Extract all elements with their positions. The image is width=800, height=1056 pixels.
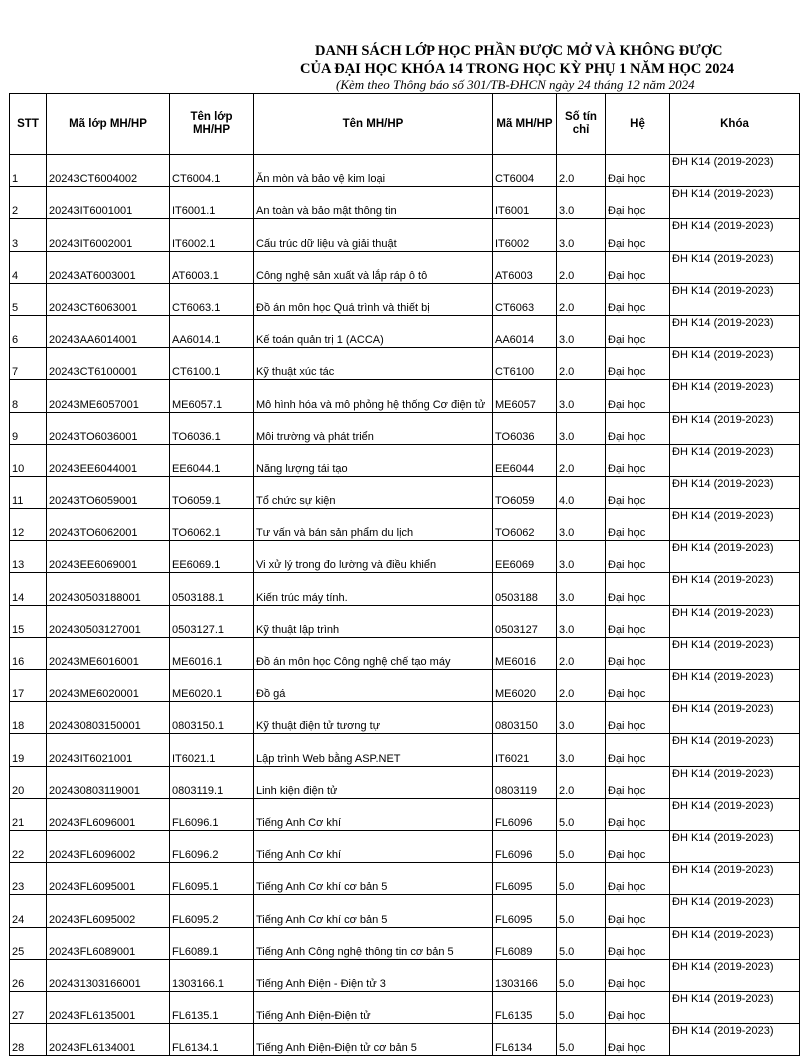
cell-ma-lop: 20243FL6095001	[47, 863, 170, 895]
cell-he: Đại học	[606, 573, 670, 605]
cell-ten-mh: Cấu trúc dữ liệu và giải thuật	[254, 219, 493, 251]
cell-ma-mh: AT6003	[493, 251, 557, 283]
cell-khoa: ĐH K14 (2019-2023)	[670, 380, 800, 412]
cell-khoa: ĐH K14 (2019-2023)	[670, 187, 800, 219]
cell-so-tin-chi: 5.0	[557, 991, 606, 1023]
cell-stt: 8	[10, 380, 47, 412]
cell-stt: 3	[10, 219, 47, 251]
cell-so-tin-chi: 5.0	[557, 830, 606, 862]
cell-ten-mh: Vi xử lý trong đo lường và điều khiển	[254, 541, 493, 573]
cell-khoa: ĐH K14 (2019-2023)	[670, 637, 800, 669]
cell-so-tin-chi: 2.0	[557, 348, 606, 380]
cell-stt: 4	[10, 251, 47, 283]
cell-stt: 24	[10, 895, 47, 927]
table-row	[10, 541, 800, 573]
cell-ten-lop: CT6063.1	[170, 283, 254, 315]
cell-khoa: ĐH K14 (2019-2023)	[670, 155, 800, 187]
table-row	[10, 283, 800, 315]
cell-so-tin-chi: 4.0	[557, 476, 606, 508]
cell-ma-mh: 0803119	[493, 766, 557, 798]
table-row	[10, 734, 800, 766]
cell-he: Đại học	[606, 605, 670, 637]
cell-ten-mh: Năng lượng tái tạo	[254, 444, 493, 476]
cell-ten-mh: Kiến trúc máy tính.	[254, 573, 493, 605]
cell-ten-lop: ME6057.1	[170, 380, 254, 412]
cell-khoa: ĐH K14 (2019-2023)	[670, 315, 800, 347]
cell-he: Đại học	[606, 702, 670, 734]
cell-stt: 13	[10, 541, 47, 573]
title-line-1: DANH SÁCH LỚP HỌC PHẦN ĐƯỢC MỞ VÀ KHÔNG ĐƯỢC	[315, 43, 723, 59]
document-subtitle: (Kèm theo Thông báo số 301/TB-ĐHCN ngày 24 tháng 12 năm 2024	[336, 77, 695, 92]
cell-he: Đại học	[606, 927, 670, 959]
cell-khoa: ĐH K14 (2019-2023)	[670, 766, 800, 798]
table-row	[10, 1024, 800, 1056]
cell-ten-lop: IT6021.1	[170, 734, 254, 766]
table-row	[10, 670, 800, 702]
cell-ma-lop: 202430803119001	[47, 766, 170, 798]
cell-he: Đại học	[606, 1024, 670, 1056]
cell-so-tin-chi: 3.0	[557, 541, 606, 573]
cell-so-tin-chi: 3.0	[557, 573, 606, 605]
cell-ma-lop: 202431303166001	[47, 959, 170, 991]
cell-ten-mh: Lập trình Web bằng ASP.NET	[254, 734, 493, 766]
table-row	[10, 959, 800, 991]
cell-ma-mh: IT6001	[493, 187, 557, 219]
cell-he: Đại học	[606, 412, 670, 444]
cell-ma-lop: 20243ME6016001	[47, 637, 170, 669]
cell-he: Đại học	[606, 315, 670, 347]
cell-so-tin-chi: 2.0	[557, 444, 606, 476]
cell-he: Đại học	[606, 670, 670, 702]
cell-stt: 7	[10, 348, 47, 380]
cell-stt: 17	[10, 670, 47, 702]
cell-stt: 21	[10, 798, 47, 830]
cell-khoa: ĐH K14 (2019-2023)	[670, 927, 800, 959]
cell-ten-mh: Đồ gá	[254, 670, 493, 702]
cell-so-tin-chi: 3.0	[557, 219, 606, 251]
table-row	[10, 702, 800, 734]
cell-ten-mh: Kỹ thuật điện tử tương tự	[254, 702, 493, 734]
cell-ma-lop: 20243ME6057001	[47, 380, 170, 412]
cell-ten-mh: Tiếng Anh Điện-Điện tử cơ bản 5	[254, 1024, 493, 1056]
table-row	[10, 637, 800, 669]
col-header-ma-lop: Mã lớp MH/HP	[47, 94, 170, 155]
cell-so-tin-chi: 5.0	[557, 959, 606, 991]
cell-khoa: ĐH K14 (2019-2023)	[670, 348, 800, 380]
table-row	[10, 348, 800, 380]
cell-ten-lop: AA6014.1	[170, 315, 254, 347]
cell-ma-mh: FL6089	[493, 927, 557, 959]
cell-khoa: ĐH K14 (2019-2023)	[670, 541, 800, 573]
cell-ten-mh: Tiếng Anh Điện-Điện tử	[254, 991, 493, 1023]
cell-so-tin-chi: 2.0	[557, 637, 606, 669]
cell-stt: 15	[10, 605, 47, 637]
cell-khoa: ĐH K14 (2019-2023)	[670, 959, 800, 991]
col-header-stt: STT	[10, 94, 47, 155]
cell-stt: 12	[10, 509, 47, 541]
cell-stt: 23	[10, 863, 47, 895]
cell-so-tin-chi: 5.0	[557, 1024, 606, 1056]
cell-he: Đại học	[606, 476, 670, 508]
cell-ten-mh: Tiếng Anh Cơ khí	[254, 798, 493, 830]
cell-ten-lop: 0503127.1	[170, 605, 254, 637]
cell-ma-mh: FL6096	[493, 830, 557, 862]
cell-ten-lop: 0803119.1	[170, 766, 254, 798]
cell-ten-mh: Kỹ thuật lập trình	[254, 605, 493, 637]
table-row	[10, 895, 800, 927]
document-title	[300, 42, 734, 78]
cell-so-tin-chi: 2.0	[557, 283, 606, 315]
cell-ma-lop: 20243FL6096001	[47, 798, 170, 830]
cell-khoa: ĐH K14 (2019-2023)	[670, 219, 800, 251]
cell-ten-mh: An toàn và bảo mật thông tin	[254, 187, 493, 219]
cell-he: Đại học	[606, 734, 670, 766]
cell-ten-mh: Môi trường và phát triển	[254, 412, 493, 444]
cell-khoa: ĐH K14 (2019-2023)	[670, 509, 800, 541]
cell-ma-mh: 0503127	[493, 605, 557, 637]
cell-ma-mh: IT6002	[493, 219, 557, 251]
cell-khoa: ĐH K14 (2019-2023)	[670, 605, 800, 637]
cell-stt: 11	[10, 476, 47, 508]
cell-khoa: ĐH K14 (2019-2023)	[670, 670, 800, 702]
col-header-so-tin-chi: Số tín chỉ	[557, 94, 606, 155]
cell-ma-lop: 20243AA6014001	[47, 315, 170, 347]
cell-stt: 10	[10, 444, 47, 476]
cell-stt: 14	[10, 573, 47, 605]
cell-ten-lop: IT6002.1	[170, 219, 254, 251]
cell-ma-lop: 20243CT6063001	[47, 283, 170, 315]
cell-so-tin-chi: 2.0	[557, 670, 606, 702]
table-row	[10, 476, 800, 508]
cell-so-tin-chi: 2.0	[557, 766, 606, 798]
cell-ten-lop: EE6044.1	[170, 444, 254, 476]
cell-ma-mh: FL6134	[493, 1024, 557, 1056]
cell-ten-lop: FL6095.1	[170, 863, 254, 895]
cell-he: Đại học	[606, 830, 670, 862]
cell-stt: 26	[10, 959, 47, 991]
cell-ten-mh: Kế toán quản trị 1 (ACCA)	[254, 315, 493, 347]
table-row	[10, 798, 800, 830]
cell-ma-lop: 202430503188001	[47, 573, 170, 605]
cell-ten-lop: CT6004.1	[170, 155, 254, 187]
col-header-khoa: Khóa	[670, 94, 800, 155]
table-row	[10, 927, 800, 959]
cell-ma-mh: FL6095	[493, 863, 557, 895]
table-row	[10, 766, 800, 798]
table-row	[10, 219, 800, 251]
cell-ten-lop: ME6020.1	[170, 670, 254, 702]
cell-ten-lop: TO6059.1	[170, 476, 254, 508]
col-header-ma-mh: Mã MH/HP	[493, 94, 557, 155]
cell-khoa: ĐH K14 (2019-2023)	[670, 991, 800, 1023]
table-row	[10, 863, 800, 895]
cell-so-tin-chi: 3.0	[557, 702, 606, 734]
cell-ma-mh: ME6016	[493, 637, 557, 669]
cell-ten-lop: FL6089.1	[170, 927, 254, 959]
cell-ten-lop: 0803150.1	[170, 702, 254, 734]
cell-ma-mh: CT6004	[493, 155, 557, 187]
cell-ma-mh: 1303166	[493, 959, 557, 991]
cell-khoa: ĐH K14 (2019-2023)	[670, 830, 800, 862]
cell-so-tin-chi: 5.0	[557, 798, 606, 830]
cell-ma-lop: 20243IT6001001	[47, 187, 170, 219]
cell-so-tin-chi: 5.0	[557, 927, 606, 959]
title-line-2: CỦA ĐẠI HỌC KHÓA 14 TRONG HỌC KỲ PHỤ 1 NĂM HỌC 2024	[300, 61, 734, 77]
cell-ma-mh: CT6063	[493, 283, 557, 315]
cell-ten-lop: AT6003.1	[170, 251, 254, 283]
cell-ma-lop: 20243FL6089001	[47, 927, 170, 959]
cell-so-tin-chi: 3.0	[557, 187, 606, 219]
table-row	[10, 251, 800, 283]
cell-ma-lop: 20243CT6100001	[47, 348, 170, 380]
cell-stt: 5	[10, 283, 47, 315]
cell-ten-mh: Linh kiện điện tử	[254, 766, 493, 798]
cell-stt: 16	[10, 637, 47, 669]
table-body	[10, 155, 800, 1056]
cell-khoa: ĐH K14 (2019-2023)	[670, 1024, 800, 1056]
cell-ten-lop: FL6135.1	[170, 991, 254, 1023]
cell-ten-lop: IT6001.1	[170, 187, 254, 219]
cell-he: Đại học	[606, 798, 670, 830]
cell-ten-lop: EE6069.1	[170, 541, 254, 573]
cell-so-tin-chi: 2.0	[557, 155, 606, 187]
cell-ten-mh: Tiếng Anh Điện - Điện tử 3	[254, 959, 493, 991]
cell-ma-mh: ME6020	[493, 670, 557, 702]
cell-ma-lop: 20243EE6069001	[47, 541, 170, 573]
cell-ma-lop: 20243CT6004002	[47, 155, 170, 187]
cell-he: Đại học	[606, 155, 670, 187]
table-row	[10, 605, 800, 637]
cell-he: Đại học	[606, 637, 670, 669]
cell-khoa: ĐH K14 (2019-2023)	[670, 863, 800, 895]
cell-he: Đại học	[606, 187, 670, 219]
cell-so-tin-chi: 3.0	[557, 605, 606, 637]
cell-ma-lop: 20243FL6095002	[47, 895, 170, 927]
cell-so-tin-chi: 2.0	[557, 251, 606, 283]
cell-ma-lop: 20243EE6044001	[47, 444, 170, 476]
cell-ma-lop: 20243FL6135001	[47, 991, 170, 1023]
cell-ten-lop: CT6100.1	[170, 348, 254, 380]
cell-he: Đại học	[606, 219, 670, 251]
cell-so-tin-chi: 3.0	[557, 734, 606, 766]
cell-he: Đại học	[606, 541, 670, 573]
cell-he: Đại học	[606, 766, 670, 798]
cell-stt: 18	[10, 702, 47, 734]
cell-ten-mh: Tiếng Anh Cơ khí cơ bản 5	[254, 863, 493, 895]
table-row	[10, 187, 800, 219]
cell-ten-mh: Tổ chức sự kiện	[254, 476, 493, 508]
cell-ma-mh: 0803150	[493, 702, 557, 734]
cell-ten-lop: 1303166.1	[170, 959, 254, 991]
cell-ten-lop: FL6095.2	[170, 895, 254, 927]
cell-ten-mh: Tiếng Anh Công nghệ thông tin cơ bản 5	[254, 927, 493, 959]
cell-so-tin-chi: 3.0	[557, 380, 606, 412]
cell-ma-lop: 202430803150001	[47, 702, 170, 734]
cell-stt: 28	[10, 1024, 47, 1056]
cell-ten-mh: Tiếng Anh Cơ khí cơ bản 5	[254, 895, 493, 927]
cell-ma-lop: 20243TO6059001	[47, 476, 170, 508]
table-row	[10, 830, 800, 862]
cell-khoa: ĐH K14 (2019-2023)	[670, 283, 800, 315]
table-row	[10, 991, 800, 1023]
cell-he: Đại học	[606, 444, 670, 476]
cell-ma-lop: 20243IT6002001	[47, 219, 170, 251]
cell-ma-mh: FL6135	[493, 991, 557, 1023]
cell-ma-mh: AA6014	[493, 315, 557, 347]
cell-ten-mh: Đồ án môn học Công nghệ chế tạo máy	[254, 637, 493, 669]
cell-khoa: ĐH K14 (2019-2023)	[670, 444, 800, 476]
cell-ma-mh: IT6021	[493, 734, 557, 766]
cell-ma-lop: 20243FL6096002	[47, 830, 170, 862]
cell-ten-lop: TO6062.1	[170, 509, 254, 541]
cell-khoa: ĐH K14 (2019-2023)	[670, 476, 800, 508]
cell-ma-mh: CT6100	[493, 348, 557, 380]
cell-khoa: ĐH K14 (2019-2023)	[670, 702, 800, 734]
cell-so-tin-chi: 5.0	[557, 863, 606, 895]
cell-he: Đại học	[606, 863, 670, 895]
col-header-ten-lop: Tên lớp MH/HP	[170, 94, 254, 155]
cell-ma-lop: 20243TO6036001	[47, 412, 170, 444]
cell-ma-mh: FL6095	[493, 895, 557, 927]
cell-khoa: ĐH K14 (2019-2023)	[670, 251, 800, 283]
cell-ten-mh: Kỹ thuật xúc tác	[254, 348, 493, 380]
cell-khoa: ĐH K14 (2019-2023)	[670, 798, 800, 830]
col-header-he: Hệ	[606, 94, 670, 155]
course-table	[9, 93, 800, 1056]
table-row	[10, 412, 800, 444]
cell-ma-mh: FL6096	[493, 798, 557, 830]
cell-stt: 19	[10, 734, 47, 766]
cell-stt: 9	[10, 412, 47, 444]
table-header-row	[10, 94, 800, 155]
cell-stt: 2	[10, 187, 47, 219]
table-row	[10, 573, 800, 605]
cell-stt: 20	[10, 766, 47, 798]
table-row	[10, 380, 800, 412]
cell-ten-mh: Đồ án môn học Quá trình và thiết bị	[254, 283, 493, 315]
cell-so-tin-chi: 3.0	[557, 315, 606, 347]
cell-ten-mh: Ăn mòn và bảo vệ kim loại	[254, 155, 493, 187]
cell-khoa: ĐH K14 (2019-2023)	[670, 573, 800, 605]
cell-stt: 22	[10, 830, 47, 862]
cell-ma-mh: TO6062	[493, 509, 557, 541]
cell-he: Đại học	[606, 251, 670, 283]
cell-khoa: ĐH K14 (2019-2023)	[670, 734, 800, 766]
table-row	[10, 444, 800, 476]
cell-ma-lop: 20243IT6021001	[47, 734, 170, 766]
cell-ma-lop: 202430503127001	[47, 605, 170, 637]
cell-so-tin-chi: 3.0	[557, 412, 606, 444]
cell-he: Đại học	[606, 380, 670, 412]
cell-ma-mh: TO6036	[493, 412, 557, 444]
cell-ma-lop: 20243AT6003001	[47, 251, 170, 283]
cell-ma-lop: 20243ME6020001	[47, 670, 170, 702]
cell-stt: 6	[10, 315, 47, 347]
cell-khoa: ĐH K14 (2019-2023)	[670, 895, 800, 927]
cell-ten-lop: FL6134.1	[170, 1024, 254, 1056]
cell-ten-mh: Mô hình hóa và mô phỏng hệ thống Cơ điện tử	[254, 380, 493, 412]
cell-he: Đại học	[606, 895, 670, 927]
cell-he: Đại học	[606, 283, 670, 315]
cell-ma-lop: 20243TO6062001	[47, 509, 170, 541]
cell-he: Đại học	[606, 509, 670, 541]
cell-ten-lop: ME6016.1	[170, 637, 254, 669]
cell-ten-mh: Công nghệ sản xuất và lắp ráp ô tô	[254, 251, 493, 283]
cell-he: Đại học	[606, 348, 670, 380]
cell-stt: 1	[10, 155, 47, 187]
cell-stt: 25	[10, 927, 47, 959]
cell-ma-mh: EE6069	[493, 541, 557, 573]
table-row	[10, 509, 800, 541]
cell-ten-mh: Tiếng Anh Cơ khí	[254, 830, 493, 862]
cell-ten-lop: FL6096.1	[170, 798, 254, 830]
table-row	[10, 315, 800, 347]
cell-ma-lop: 20243FL6134001	[47, 1024, 170, 1056]
table-row	[10, 155, 800, 187]
cell-he: Đại học	[606, 959, 670, 991]
cell-he: Đại học	[606, 991, 670, 1023]
cell-ten-lop: TO6036.1	[170, 412, 254, 444]
cell-ten-mh: Tư vấn và bán sản phẩm du lịch	[254, 509, 493, 541]
cell-so-tin-chi: 3.0	[557, 509, 606, 541]
cell-stt: 27	[10, 991, 47, 1023]
cell-ten-lop: FL6096.2	[170, 830, 254, 862]
col-header-ten-mh: Tên MH/HP	[254, 94, 493, 155]
cell-ma-mh: TO6059	[493, 476, 557, 508]
cell-khoa: ĐH K14 (2019-2023)	[670, 412, 800, 444]
cell-so-tin-chi: 5.0	[557, 895, 606, 927]
cell-ma-mh: EE6044	[493, 444, 557, 476]
cell-ma-mh: 0503188	[493, 573, 557, 605]
cell-ma-mh: ME6057	[493, 380, 557, 412]
cell-ten-lop: 0503188.1	[170, 573, 254, 605]
